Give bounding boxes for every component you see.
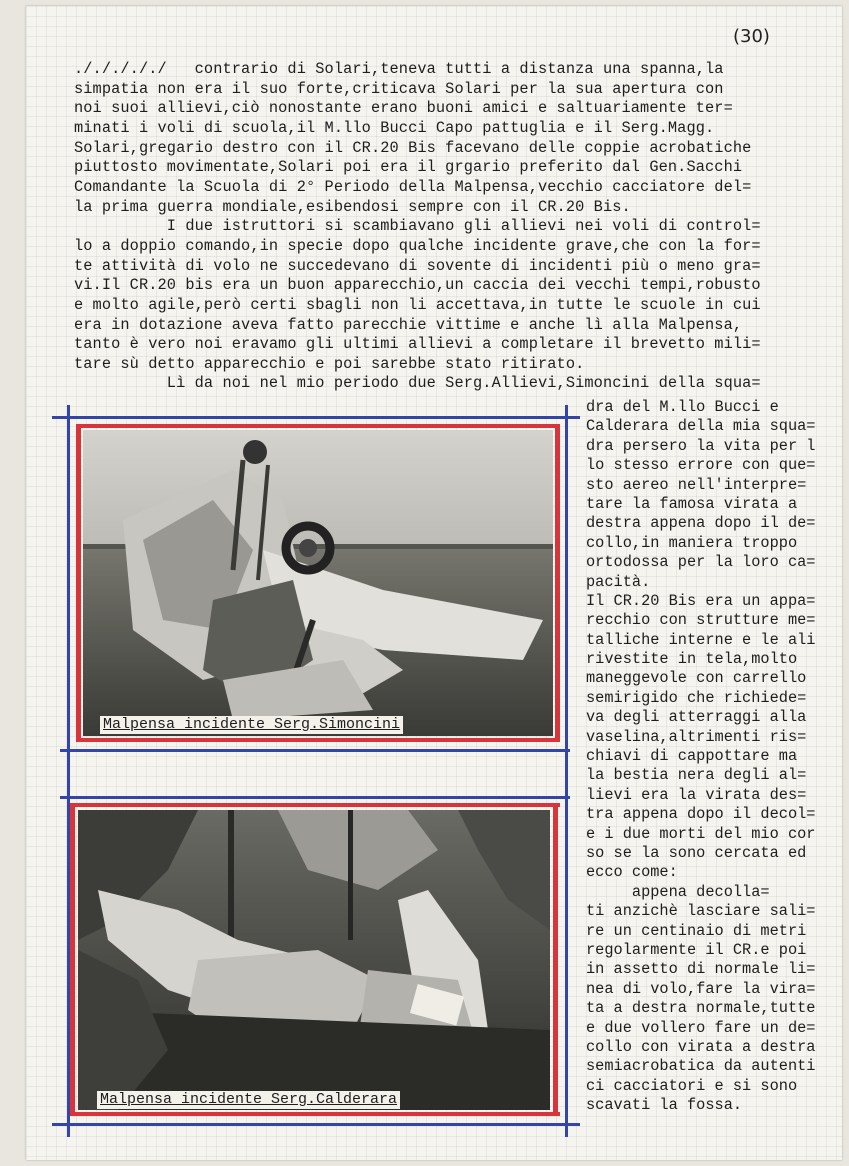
column-line: lo stesso errore con que= [586, 456, 816, 475]
column-line: Il CR.20 Bis era un appa= [586, 591, 816, 610]
column-line: dra del M.llo Bucci e [586, 398, 779, 416]
column-line: ci cacciatori e si sono [586, 1076, 798, 1095]
column-line: chiavi di cappottare ma [586, 747, 798, 766]
column-line: re un centinaio di metri [586, 921, 807, 940]
photo1-red-border-top [78, 424, 560, 428]
body-line: I due istruttori si scambiavano gli allievi nei voli di control= [74, 217, 761, 235]
photo2-caption: Malpensa incidente Serg.Calderara [97, 1091, 400, 1109]
crash-photo-simoncini [83, 430, 553, 736]
column-line: destra appena dopo il de= [586, 514, 816, 533]
column-line: ta a destra normale,tutte [586, 999, 816, 1018]
frame-blue-middle-1 [60, 749, 570, 752]
body-line: era in dotazione aveva fatto parecchie vittime e anche lì alla Malpensa, [74, 316, 743, 334]
body-line: la prima guerra mondiale,esibendosi sempre con il CR.20 Bis. [74, 198, 631, 216]
column-line: Calderara della mia squa= [586, 417, 816, 436]
side-column-text [586, 398, 816, 1115]
column-line: collo con virata a destra [586, 1037, 816, 1056]
crash-photo-calderara [78, 810, 550, 1110]
body-line: piuttosto movimentate,Solari poi era il grgario preferito dal Gen.Sacchi [74, 158, 743, 176]
photo1-red-border-left [76, 424, 81, 742]
column-line: pacità. [586, 572, 651, 591]
body-line: tare sù detto apparecchio e poi sarebbe stato ritirato. [74, 355, 585, 373]
body-line: Solari,gregario destro con il CR.20 Bis facevano delle coppie acrobatiche [74, 139, 752, 157]
frame-blue-right [565, 405, 568, 1137]
column-line: recchio con strutture me= [586, 611, 816, 630]
column-line: nea di volo,fare la vira= [586, 979, 816, 998]
body-line: te attività di volo ne succedevano di sovente di incidenti più o meno gra= [74, 257, 761, 275]
body-line: minati i voli di scuola,il M.llo Bucci Capo pattuglia e il Serg.Magg. [74, 119, 715, 137]
body-line: lo a doppio comando,in specie dopo qualche incidente grave,che con la for= [74, 237, 761, 255]
body-line: ./././././ contrario di Solari,teneva tutti a distanza una spanna,la [74, 60, 724, 78]
wreck-image-1 [83, 430, 553, 736]
column-line: maneggevole con carrello [586, 669, 807, 688]
column-line: semirigido che richiede= [586, 688, 807, 707]
column-line: sto aereo nell'interpre= [586, 475, 807, 494]
body-line: simpatia non era il suo forte,criticava Solari per la sua apertura con [74, 80, 724, 98]
column-line: dra persero la vita per l [586, 436, 816, 455]
photo1-caption: Malpensa incidente Serg.Simoncini [100, 716, 403, 734]
body-line: Lì da noi nel mio periodo due Serg.Allievi,Simoncini della squa= [74, 374, 761, 392]
wreck-image-2 [78, 810, 550, 1110]
column-line: tra appena dopo il decol= [586, 805, 816, 824]
photo2-red-border-right [553, 803, 558, 1116]
photo1-red-border-bottom [78, 738, 560, 742]
frame-blue-bottom [52, 1123, 580, 1126]
column-line: la bestia nera degli al= [586, 766, 807, 785]
column-line: e due vollero fare un de= [586, 1018, 816, 1037]
frame-blue-middle-2 [60, 796, 570, 799]
column-line: rivestite in tela,molto [586, 650, 798, 669]
column-line: scavati la fossa. [586, 1096, 743, 1115]
body-line: tanto è vero noi eravamo gli ultimi allievi a completare il brevetto mili= [74, 335, 761, 353]
column-line: tare la famosa virata a [586, 494, 798, 513]
column-line: appena decolla= [586, 882, 770, 901]
column-line: talliche interne e le ali [586, 630, 816, 649]
column-line: in assetto di normale li= [586, 960, 816, 979]
column-line: ti anzichè lasciare sali= [586, 902, 816, 921]
photo2-red-border-bottom [72, 1112, 560, 1116]
photo2-red-border-left [70, 803, 75, 1116]
column-line: ortodossa per la loro ca= [586, 553, 816, 572]
column-line: collo,in maniera troppo [586, 533, 798, 552]
column-line: va degli atterraggi alla [586, 708, 807, 727]
column-line: semiacrobatica da autenti [586, 1057, 816, 1076]
column-line: ecco come: [586, 863, 678, 882]
column-line: so se la sono cercata ed [586, 843, 807, 862]
body-line: e molto agile,però certi sbagli non li accettava,in tutte le scuole in cui [74, 296, 761, 314]
body-line: vi.Il CR.20 bis era un buon apparecchio,un caccia dei vecchi tempi,robusto [74, 276, 761, 294]
column-line: regolarmente il CR.e poi [586, 940, 807, 959]
column-line: lievi era la virata des= [586, 785, 807, 804]
frame-blue-top [52, 416, 580, 419]
body-line: Comandante la Scuola di 2° Periodo della Malpensa,vecchio cacciatore del= [74, 178, 752, 196]
photo2-red-border-top [72, 803, 560, 807]
page-number: (30) [733, 26, 770, 47]
body-line: noi suoi allievi,ciò nonostante erano buoni amici e saltuariamente ter= [74, 99, 733, 117]
photo1-red-border-right [555, 424, 560, 742]
column-line: e i due morti del mio cor [586, 824, 816, 843]
column-line: vaselina,altrimenti ris= [586, 727, 807, 746]
